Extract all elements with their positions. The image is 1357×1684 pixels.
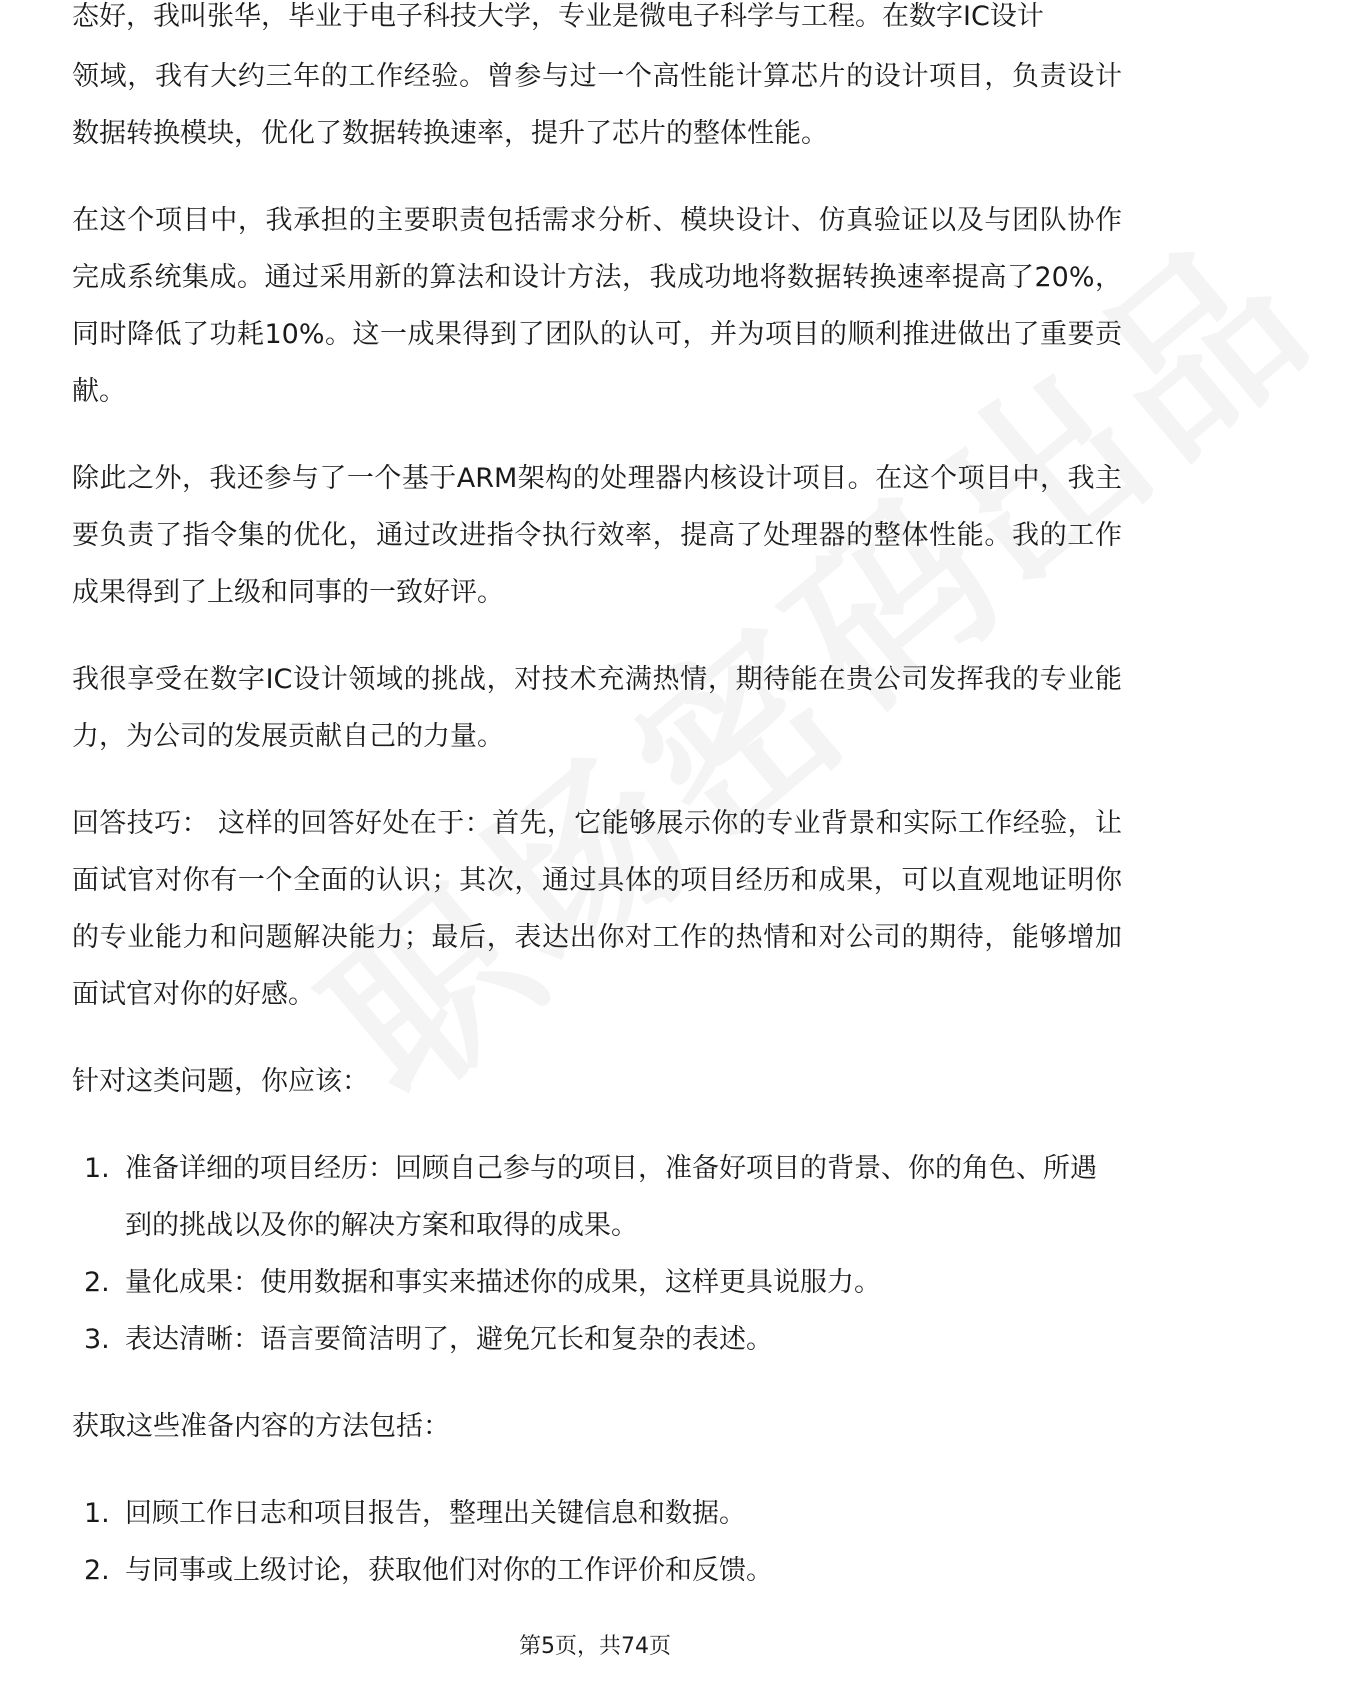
paragraph-project-responsibilities: 在这个项目中，我承担的主要职责包括需求分析、模块设计、仿真验证以及与团队协作完成系统集成。通过采用新的算法和设计方法，我成功地将数据转换速率提高了20%，同时降低了功耗10%。这一成果得到了团队的认可，并为项目的顺利推进做出了重要贡献。 (72, 205, 1122, 407)
list-item (72, 1254, 1122, 1311)
list-methods (72, 1485, 1122, 1599)
list-number: 2. (84, 1267, 110, 1298)
list-item (72, 1311, 1122, 1368)
paragraph-answer-tips: 回答技巧： 这样的回答好处在于：首先，它能够展示你的专业背景和实际工作经验，让面试官对你有一个全面的认识；其次，通过具体的项目经历和成果，可以直观地证明你的专业能力和问题解决能力；最后，表达出你对工作的热情和对公司的期待，能够增加面试官对你的好感。 (72, 808, 1122, 1010)
list-text: 回顾工作日志和项目报告，整理出关键信息和数据。 (125, 1498, 746, 1529)
paragraph-motivation: 我很享受在数字IC设计领域的挑战，对技术充满热情，期待能在贵公司发挥我的专业能力，为公司的发展贡献自己的力量。 (72, 664, 1122, 752)
list-item (72, 1140, 1122, 1254)
list-item (72, 1542, 1122, 1599)
list-text: 表达清晰：语言要简洁明了，避免冗长和复杂的表述。 (125, 1324, 773, 1355)
paragraph-methods: 获取这些准备内容的方法包括： (72, 1411, 450, 1442)
document-body (72, 1, 1122, 1629)
page-footer: 第5页，共74页 (519, 1634, 671, 1659)
top-cut-line: 态好，我叫张华，毕业于电子科技大学，专业是微电子科学与工程。在数字IC设计 (72, 1, 1044, 32)
list-number: 3. (84, 1324, 110, 1355)
paragraph-arm-project: 除此之外，我还参与了一个基于ARM架构的处理器内核设计项目。在这个项目中，我主要负责了指令集的优化，通过改进指令执行效率，提高了处理器的整体性能。我的工作成果得到了上级和同事的一致好评。 (72, 463, 1122, 608)
list-number: 2. (84, 1555, 110, 1586)
paragraph-intro-experience: 领域，我有大约三年的工作经验。曾参与过一个高性能计算芯片的设计项目，负责设计数据转换模块，优化了数据转换速率，提升了芯片的整体性能。 (72, 61, 1122, 149)
list-text: 与同事或上级讨论，获取他们对你的工作评价和反馈。 (125, 1555, 773, 1586)
list-preparation-tips (72, 1140, 1122, 1368)
list-text: 量化成果：使用数据和事实来描述你的成果，这样更具说服力。 (125, 1267, 881, 1298)
list-text: 准备详细的项目经历：回顾自己参与的项目，准备好项目的背景、你的角色、所遇到的挑战以及你的解决方案和取得的成果。 (125, 1153, 1097, 1241)
list-number: 1. (84, 1153, 110, 1184)
list-item (72, 1485, 1122, 1542)
paragraph-what-to-do: 针对这类问题，你应该： (72, 1066, 369, 1097)
list-number: 1. (84, 1498, 110, 1529)
